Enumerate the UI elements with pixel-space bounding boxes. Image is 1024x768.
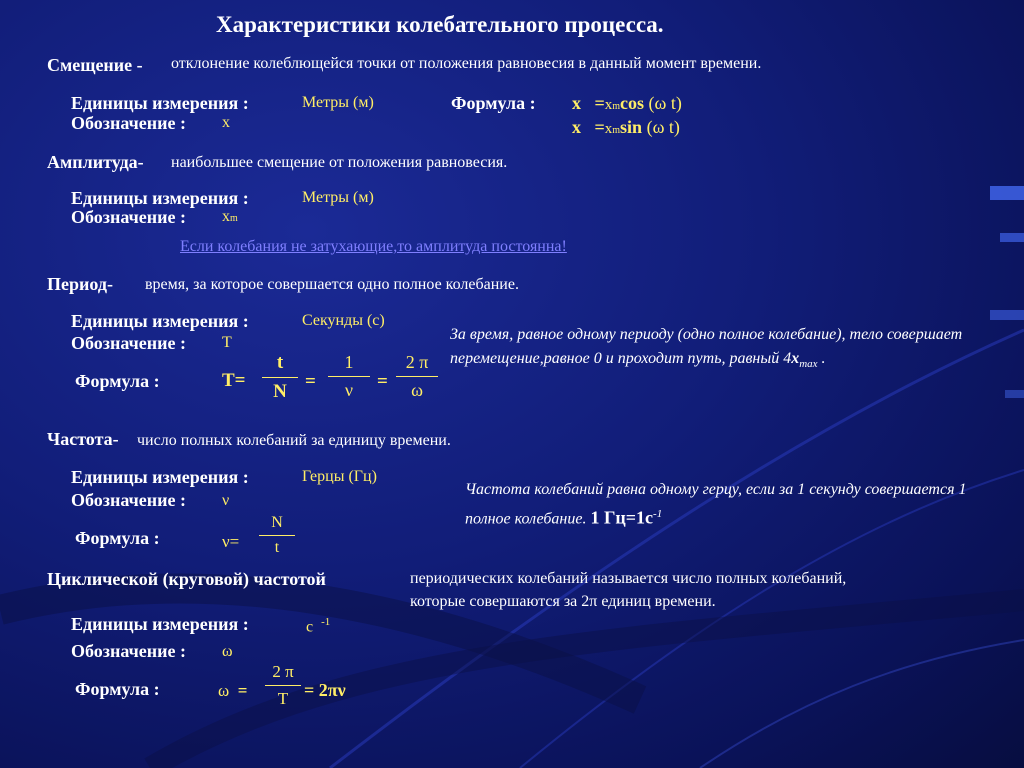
period-note: За время, равное одному периоду (одно полное колебание), тело совершает перемещение,равное 0 и проходит путь, равный $4x_{max}$ . <box>450 326 963 371</box>
frequency-note: Частота колебаний равна одному герцу, если за 1 секунду совершается 1 полное колебание. 1 $Гц=1с^{-1}$ <box>465 481 967 528</box>
displacement-formula-cos: x =xmcos (ω t) <box>572 93 682 113</box>
displacement-notation-value: x <box>222 114 230 131</box>
amplitude-definition: наибольшее смещение от положения равновесия. <box>171 154 508 171</box>
frequency-notation-label: Обозначение : <box>71 490 187 510</box>
displacement-units-label: Единицы измерения : <box>71 93 249 113</box>
cyclic-notation-label: Обозначение : <box>71 641 187 661</box>
period-formula-lhs: T= <box>222 370 246 391</box>
amplitude-notation-label: Обозначение : <box>71 207 187 227</box>
displacement-formula-label: Формула : <box>451 93 536 113</box>
cyclic-frequency-definition-1: периодических колебаний называется число полных колебаний, <box>410 570 847 587</box>
period-term: Период- <box>47 274 113 294</box>
frequency-formula-lhs: ν= <box>222 532 240 551</box>
frequency-units-value: Герцы (Гц) <box>302 468 377 485</box>
period-fraction-t-over-n: t N <box>262 352 298 403</box>
period-definition: время, за которое совершается одно полное колебание. <box>145 276 519 293</box>
frequency-fraction-n-over-t: N t <box>259 514 295 557</box>
period-units-value: Секунды (с) <box>302 312 385 329</box>
cyclic-frequency-definition-2: которые совершаются за 2π единиц времени. <box>410 593 716 610</box>
displacement-definition: отклонение колеблющейся точки от положения равновесия в данный момент времени. <box>171 55 762 72</box>
period-notation-value: T <box>222 334 232 351</box>
period-units-label: Единицы измерения : <box>71 311 249 331</box>
cyclic-formula-label: Формула : <box>75 679 160 699</box>
amplitude-units-label: Единицы измерения : <box>71 188 249 208</box>
amplitude-term: Амплитуда- <box>47 152 144 172</box>
displacement-formula-sin: x =xmsin (ω t) <box>572 117 680 137</box>
cyclic-frequency-term: Циклической (круговой) частотой <box>47 569 326 589</box>
frequency-formula-label: Формула : <box>75 528 160 548</box>
frequency-term: Частота- <box>47 429 119 449</box>
cyclic-units-value: с $^{-1}$ <box>306 616 331 636</box>
amplitude-units-value: Метры (м) <box>302 189 374 206</box>
frequency-units-label: Единицы измерения : <box>71 467 249 487</box>
cyclic-fraction-2pi-over-t: 2 π T <box>265 662 301 709</box>
displacement-term: Смещение - <box>47 55 143 75</box>
period-formula-eq2: = <box>377 371 388 392</box>
cyclic-notation-value: ω <box>222 643 233 660</box>
frequency-definition: число полных колебаний за единицу времени. <box>137 432 451 449</box>
period-fraction-2pi-over-omega: 2 π ω <box>396 352 438 401</box>
amplitude-notation-value: xm <box>222 208 238 225</box>
frequency-notation-value: ν <box>222 492 230 509</box>
period-notation-label: Обозначение : <box>71 333 187 353</box>
period-formula-label: Формула : <box>75 371 160 391</box>
displacement-units-value: Метры (м) <box>302 94 374 111</box>
amplitude-constant-link[interactable]: Если колебания не затухающие,то амплитуда постоянна! <box>180 238 567 255</box>
period-fraction-1-over-nu: 1 ν <box>328 352 370 401</box>
cyclic-formula-rhs: = 2πν <box>304 680 346 700</box>
cyclic-units-label: Единицы измерения : <box>71 614 249 634</box>
cyclic-formula-lhs: ω = <box>218 681 248 700</box>
displacement-notation-label: Обозначение : <box>71 113 187 133</box>
page-title: Характеристики колебательного процесса. <box>216 12 664 37</box>
period-formula-eq1: = <box>305 371 316 392</box>
